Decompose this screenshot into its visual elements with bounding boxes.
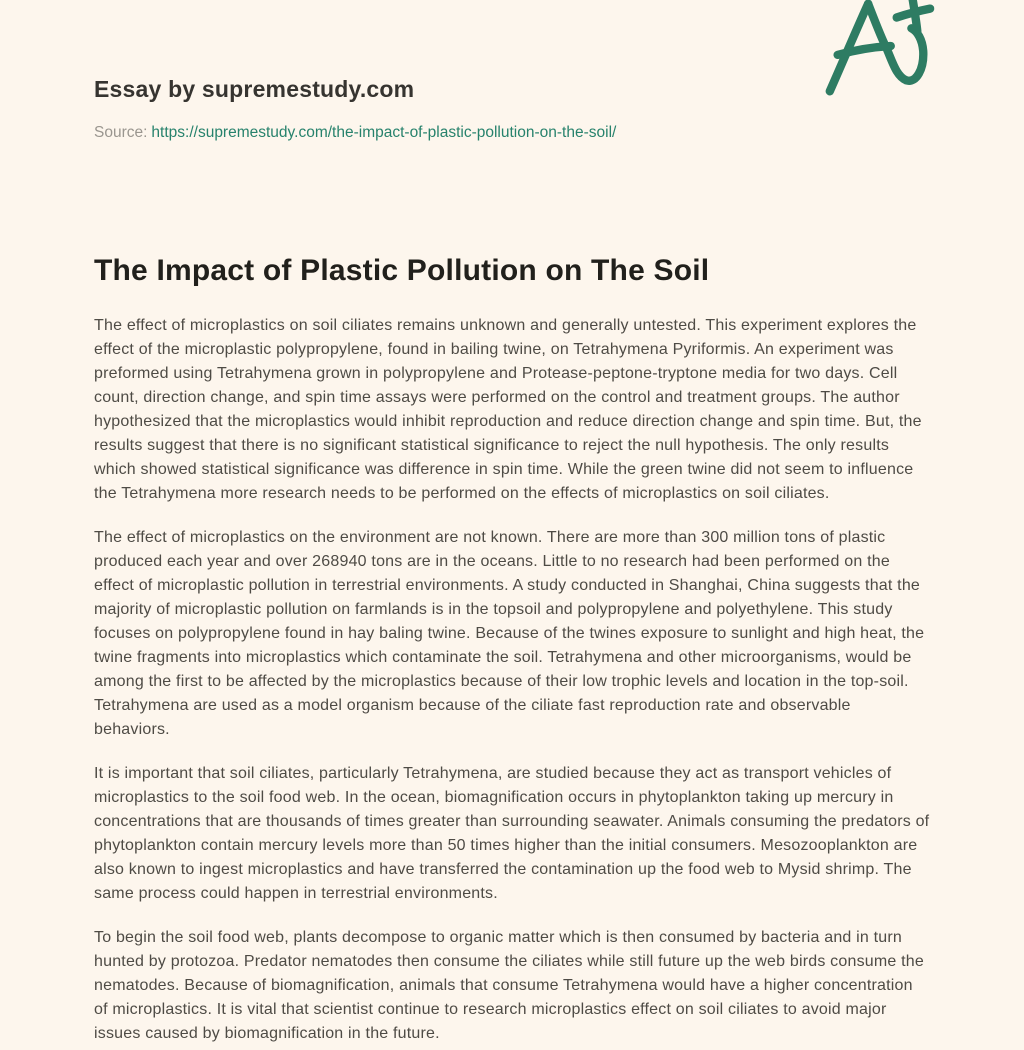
site-title: Essay by supremestudy.com <box>94 76 415 102</box>
article-paragraph: The effect of microplastics on the environment are not known. There are more than 300 million tons of plastic produced each year and over 268940 tons are in the oceans. Little to no research had been performed on the effect of microplastic pollution in terrestrial environments. A study conducted in Shanghai, China suggests that the majority of microplastic pollution on farmlands is in the topsoil and polypropylene and polyethylene. This study focuses on polypropylene found in hay baling twine. Because of the twines exposure to sunlight and high heat, the twine fragments into microplastics which contaminate the soil. Tetrahymena and other microorganisms, would be among the first to be affected by the microplastics because of their low trophic levels and location in the top-soil. Tetrahymena are used as a model organism because of the ciliate fast reproduction rate and observable behaviors. <box>94 529 925 738</box>
article-paragraph: To begin the soil food web, plants decompose to organic matter which is then consumed by bacteria and in turn hunted by protozoa. Predator nematodes then consume the ciliates while still future up the web birds consume the nematodes. Because of biomagnification, animals that consume Tetrahymena would have a higher concentration of microplastics. It is vital that scientist continue to research microplastics effect on soil ciliates to avoid major issues caused by biomagnification in the future. <box>94 929 924 1042</box>
source-link[interactable]: https://supremestudy.com/the-impact-of-plastic-pollution-on-the-soil/ <box>151 124 617 141</box>
source-line <box>94 124 930 142</box>
page-header <box>94 0 930 142</box>
article-title: The Impact of Plastic Pollution on The Soil <box>94 254 710 287</box>
article-body <box>94 314 930 1046</box>
article-paragraph: The effect of microplastics on soil ciliates remains unknown and generally untested. This experiment explores the effect of the microplastic polypropylene, found in bailing twine, on Tetrahymena Pyriformis. An experiment was preformed using Tetrahymena grown in polypropylene and Protease-peptone-tryptone media for two days. Cell count, direction change, and spin time assays were performed on the control and treatment groups. The author hypothesized that the microplastics would inhibit reproduction and reduce direction change and spin time. But, the results suggest that there is no significant statistical significance to reject the null hypothesis. The only results which showed statistical significance was difference in spin time. While the green twine did not seem to influence the Tetrahymena more research needs to be performed on the effects of microplastics on soil ciliates. <box>94 317 922 502</box>
source-label: Source: <box>94 124 148 141</box>
article-paragraph: It is important that soil ciliates, particularly Tetrahymena, are studied because they act as transport vehicles of microplastics to the soil food web. In the ocean, biomagnification occurs in phytoplankton taking up mercury in concentrations that are thousands of times greater than surrounding seawater. Animals consuming the predators of phytoplankton contain mercury levels more than 50 times higher than the initial consumers. Mesozooplankton are also known to ingest microplastics and have transferred the contamination up the food web to Mysid shrimp. The same process could happen in terrestrial environments. <box>94 765 930 902</box>
a-plus-logo-icon <box>818 0 936 106</box>
